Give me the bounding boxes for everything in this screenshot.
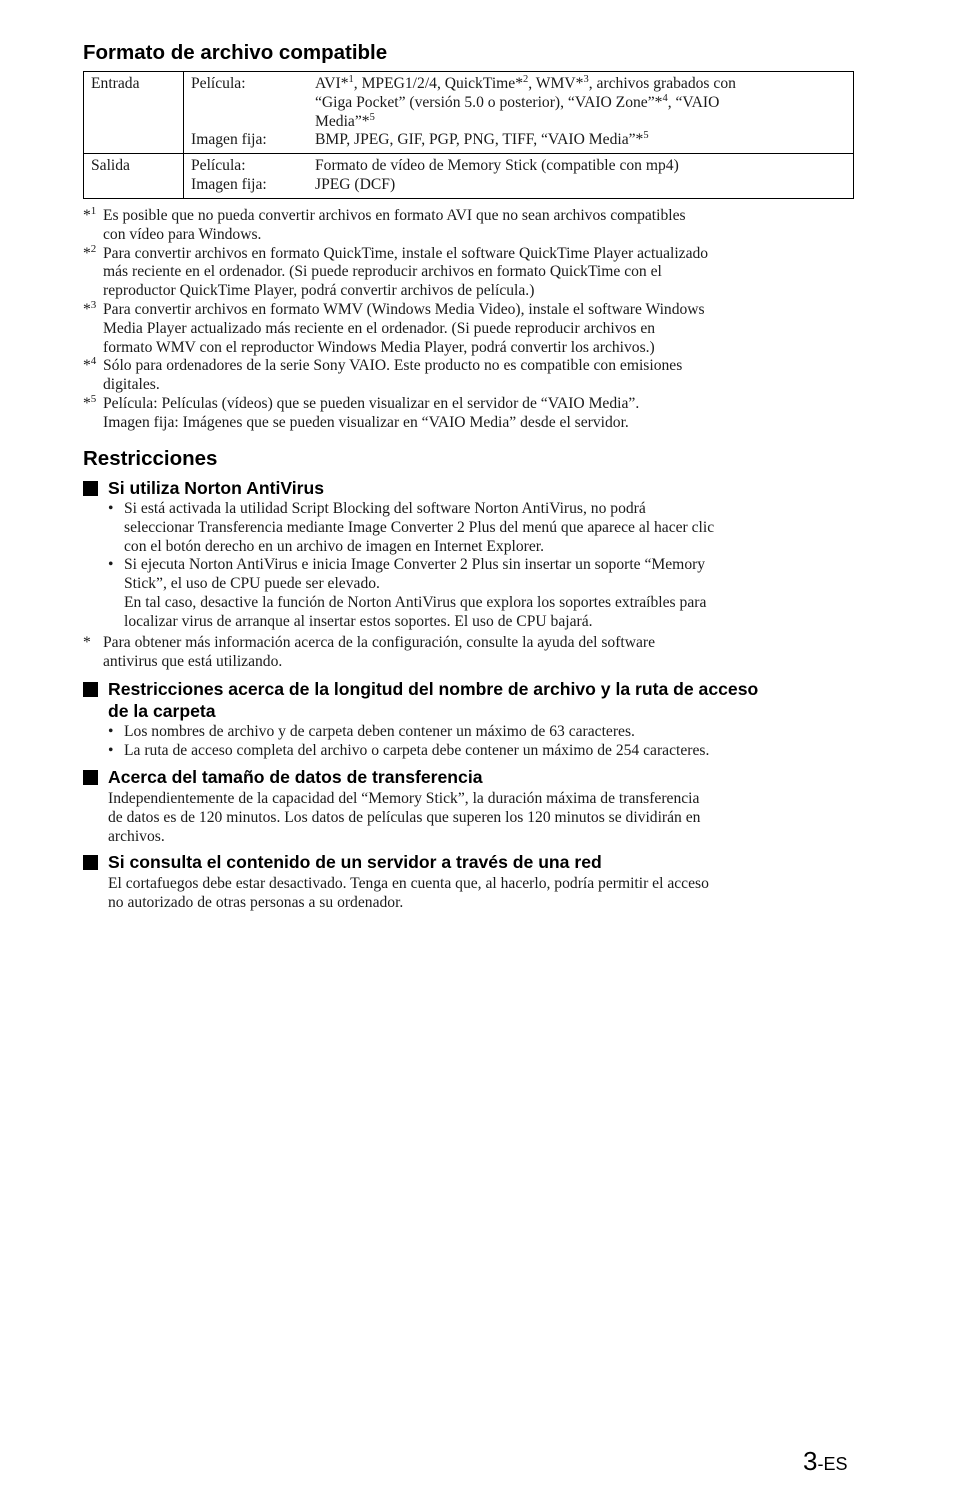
- footnotes: [83, 207, 863, 433]
- subsection-title-transfer-size: Acerca del tamaño de datos de transferencia: [83, 767, 863, 789]
- label-still-image: Imagen fija:: [191, 175, 267, 193]
- footnote-3: *$^3$ Para convertir archivos en formato WMV (Windows Media Video), instale el software Windows Media Player actualizado más reciente en el ordenador. (Si puede reproducir archivos en formato WMV con el reproductor Windows Media Player, podrá convertir los archivos.): [83, 298, 705, 356]
- page-number: 3-ES: [803, 1446, 848, 1476]
- footnote-1: *$^1$ Es posible que no pueda convertir archivos en formato AVI que no sean archivos compatibles con vídeo para Windows.: [83, 205, 686, 243]
- square-bullet-icon: [83, 478, 108, 500]
- square-bullet-icon: [83, 852, 108, 874]
- value-still-output: JPEG (DCF): [315, 175, 396, 193]
- list-item: • Si está activada la utilidad Script Blocking del software Norton AntiVirus, no podrá seleccionar Transferencia mediante Image Converter 2 Plus del menú que aparece al hacer clic con el botón derecho en un archivo de imagen en Internet Explorer.: [108, 500, 715, 555]
- row-head-input: Entrada: [84, 72, 184, 154]
- table-row-input: [84, 72, 854, 154]
- value-still-formats: BMP, JPEG, GIF, PGP, PNG, TIFF, “VAIO Media”*$^5$: [315, 130, 649, 149]
- footnote-4: *$^4$ Sólo para ordenadores de la serie Sony VAIO. Este producto no es compatible con emisiones digitales.: [83, 355, 683, 394]
- square-bullet-icon: [83, 679, 108, 722]
- format-table: [83, 71, 854, 199]
- subsection-title-network: Si consulta el contenido de un servidor a través de una red: [83, 852, 863, 874]
- list-item: • Si ejecuta Norton AntiVirus e inicia Image Converter 2 Plus sin insertar un soporte “Memory Stick”, el uso de CPU puede ser elevado. En tal caso, desactive la función de Norton AntiVirus que explora los soportes extraíbles para localizar virus de arranque al insertar estos soportes. El uso de CPU bajará.: [108, 556, 707, 630]
- transfer-size-text: Independientemente de la capacidad del “Memory Stick”, la duración máxima de transferencia de datos es de 120 minutos. Los datos de películas que superen los 120 minutos se dividirán en archivos.: [108, 790, 701, 845]
- row-head-output: Salida: [84, 154, 184, 199]
- subsection-title-norton: Si utiliza Norton AntiVirus: [83, 478, 863, 500]
- section-title-restrictions: Restricciones: [83, 447, 218, 470]
- network-text: El cortafuegos debe estar desactivado. Tenga en cuenta que, al hacerlo, podría permitir el acceso no autorizado de otras personas a su ordenador.: [108, 875, 709, 911]
- norton-note: * Para obtener más información acerca de la configuración, consulte la ayuda del software antivirus que está utilizando.: [83, 634, 656, 670]
- footnote-2: *$^2$ Para convertir archivos en formato QuickTime, instale el software QuickTime Player actualizado más reciente en el ordenador. (Si puede reproducir archivos en formato QuickTime con el reproductor QuickTime Player, podrá convertir archivos de película.): [83, 242, 709, 300]
- label-movie: Película:: [191, 157, 246, 175]
- label-still-image: Imagen fija:: [191, 131, 267, 149]
- section-title-compatible-formats: Formato de archivo compatible: [83, 41, 388, 64]
- value-movie-formats: AVI*$^1$, MPEG1/2/4, QuickTime*$^2$, WMV*$^3$, archivos grabados con “Giga Pocket” (versión 5.0 o posterior), “VAIO Zone”*$^4$, “VAIO Media”*$^5$: [315, 74, 736, 130]
- norton-bullets: [108, 500, 858, 632]
- footnote-5: *$^5$ Película: Películas (vídeos) que se pueden visualizar en el servidor de “VAIO Media”. Imagen fija: Imágenes que se pueden visualizar en “VAIO Media” desde el servidor.: [83, 392, 640, 431]
- label-movie: Película:: [191, 75, 246, 92]
- list-item: • Los nombres de archivo y de carpeta deben contener un máximo de 63 caracteres.: [108, 723, 635, 740]
- value-movie-output: Formato de vídeo de Memory Stick (compatible con mp4): [315, 157, 679, 175]
- list-item: • La ruta de acceso completa del archivo o carpeta debe contener un máximo de 254 caracteres.: [108, 741, 710, 759]
- square-bullet-icon: [83, 767, 108, 789]
- table-row-output: [84, 154, 854, 199]
- length-bullets: [108, 723, 858, 761]
- subsection-title-length: Restricciones acerca de la longitud del nombre de archivo y la ruta de acceso de la carpeta: [83, 679, 863, 722]
